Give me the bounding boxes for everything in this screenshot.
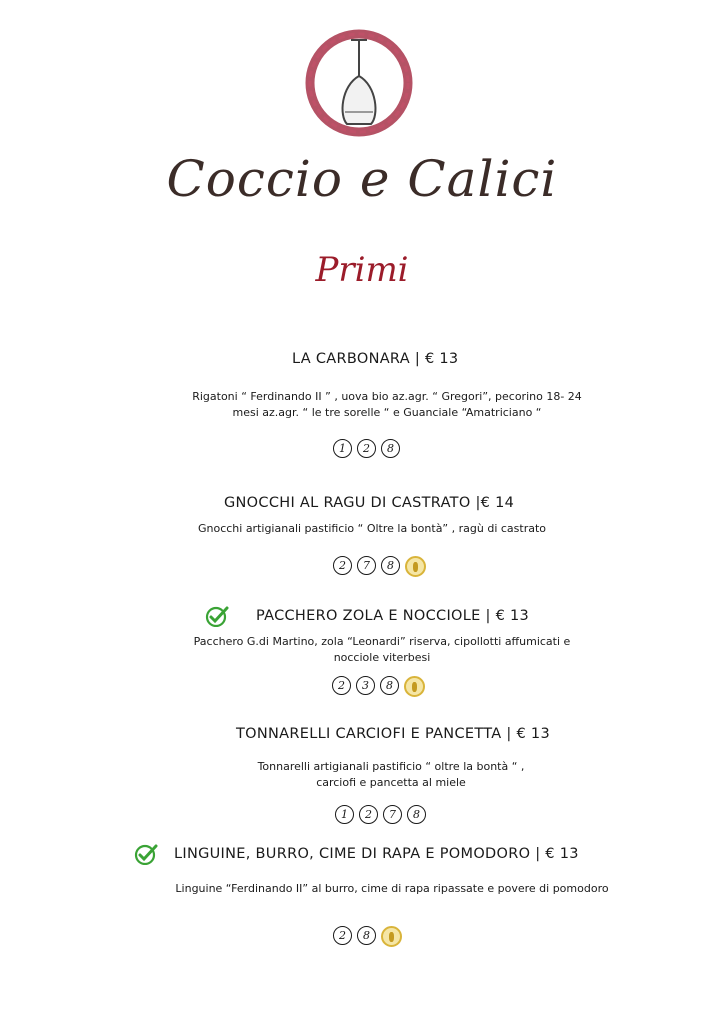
dish-description: Gnocchi artigianali pastificio “ Oltre la bontà” , ragù di castrato xyxy=(197,522,547,535)
allergen-icon: 1 xyxy=(333,439,352,458)
vegetarian-check-icon xyxy=(205,605,231,627)
allergen-list xyxy=(332,676,425,697)
dish-title: LINGUINE, BURRO, CIME DI RAPA E POMODORO | € 13 xyxy=(174,846,579,862)
allergen-icon: 8 xyxy=(380,676,399,695)
dish-description: Linguine “Ferdinando II” al burro, cime di rapa ripassate e povere di pomodoro xyxy=(175,882,609,895)
allergen-icon: 8 xyxy=(357,926,376,945)
allergen-list xyxy=(335,805,426,824)
dish-description: Pacchero G.di Martino, zola “Leonardi” riserva, cipollotti affumicati e nocciole viterbesi xyxy=(193,635,571,664)
allergen-icon: 7 xyxy=(383,805,402,824)
allergen-list xyxy=(333,926,402,947)
wine-glass-logo xyxy=(301,28,417,138)
dish-title: LA CARBONARA | € 13 xyxy=(292,351,459,367)
allergen-icon: 8 xyxy=(407,805,426,824)
gold-allergen-icon xyxy=(404,676,425,697)
restaurant-name: Coccio e Calici xyxy=(166,150,558,208)
dish-description: Rigatoni “ Ferdinando II ” , uova bio az.agr. “ Gregori”, pecorino 18- 24 mesi az.agr. “ le tre sorelle “ e Guanciale “Amatriciano “ xyxy=(192,390,582,419)
dish-title: GNOCCHI AL RAGU DI CASTRATO |€ 14 xyxy=(224,495,515,511)
allergen-icon: 2 xyxy=(357,439,376,458)
gold-allergen-icon xyxy=(381,926,402,947)
dish-description: Tonnarelli artigianali pastificio “ oltre la bontà “ , carciofi e pancetta al miele xyxy=(257,760,525,789)
allergen-list xyxy=(333,439,400,458)
gold-allergen-icon xyxy=(405,556,426,577)
dish-title: TONNARELLI CARCIOFI E PANCETTA | € 13 xyxy=(236,726,550,742)
allergen-icon: 7 xyxy=(357,556,376,575)
vegetarian-check-icon xyxy=(134,843,160,865)
allergen-icon: 8 xyxy=(381,439,400,458)
allergen-icon: 3 xyxy=(356,676,375,695)
allergen-icon: 2 xyxy=(333,926,352,945)
allergen-icon: 2 xyxy=(359,805,378,824)
allergen-list xyxy=(333,556,426,577)
allergen-icon: 2 xyxy=(332,676,351,695)
dish-title: PACCHERO ZOLA E NOCCIOLE | € 13 xyxy=(256,608,530,624)
section-title: Primi xyxy=(315,250,409,290)
allergen-icon: 1 xyxy=(335,805,354,824)
allergen-icon: 2 xyxy=(333,556,352,575)
allergen-icon: 8 xyxy=(381,556,400,575)
